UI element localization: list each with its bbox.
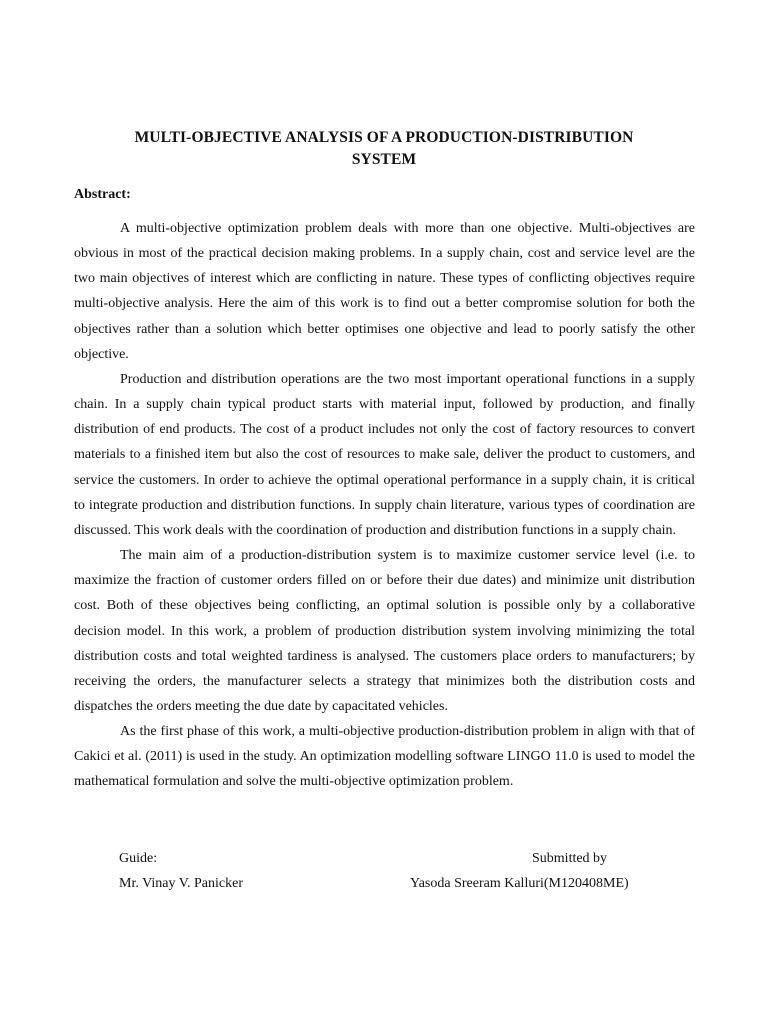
abstract-heading: Abstract: — [74, 187, 131, 202]
title-line-1: MULTI-OBJECTIVE ANALYSIS OF A PRODUCTION-DISTRIBUTION — [134, 129, 634, 146]
document-title — [74, 127, 694, 171]
submitter-name: Yasoda Sreeram Kalluri(M120408ME) — [410, 876, 629, 891]
abstract-paragraph-1: A multi-objective optimization problem deals with more than one objective. Multi-objectives are obvious in most of the practical decision making problems. In a supply chain, cost and service level are the two main objectives of interest which are conflicting in nature. These types of conflicting objectives require multi-objective analysis. Here the aim of this work is to find out a better compromise solution for both the objectives rather than a solution which better optimises one objective and lead to poorly satisfy the other objective. — [74, 221, 695, 362]
abstract-body — [74, 216, 695, 795]
abstract-paragraph-4: As the first phase of this work, a multi-objective production-distribution problem in align with that of Cakici et al. (2011) is used in the study. An optimization modelling software LINGO 11.0 is used to model the mathematical formulation and solve the multi-objective optimization problem. — [74, 724, 695, 790]
abstract-paragraph-2: Production and distribution operations are the two most important operational functions in a supply chain. In a supply chain typical product starts with material input, followed by production, and finally distribution of end products. The cost of a product includes not only the cost of factory resources to convert materials to a finished item but also the cost of resources to make sale, deliver the product to customers, and service the customers. In order to achieve the optimal operational performance in a supply chain, it is critical to integrate production and distribution functions. In supply chain literature, various types of coordination are discussed. This work deals with the coordination of production and distribution functions in a supply chain. — [74, 371, 695, 538]
submitted-by-label: Submitted by — [532, 851, 608, 866]
title-line-2: SYSTEM — [351, 151, 417, 168]
guide-name: Mr. Vinay V. Panicker — [119, 876, 243, 891]
guide-label: Guide: — [119, 851, 158, 866]
abstract-paragraph-3: The main aim of a production-distribution system is to maximize customer service level (i.e. to maximize the fraction of customer orders filled on or before their due dates) and minimize unit distribution cost. Both of these objectives being conflicting, an optimal solution is possible only by a collaborative decision model. In this work, a problem of production distribution system involving minimizing the total distribution costs and total weighted tardiness is analysed. The customers place orders to manufacturers; by receiving the orders, the manufacturer selects a strategy that minimizes both the distribution costs and dispatches the orders meeting the due date by capacitated vehicles. — [74, 548, 695, 714]
